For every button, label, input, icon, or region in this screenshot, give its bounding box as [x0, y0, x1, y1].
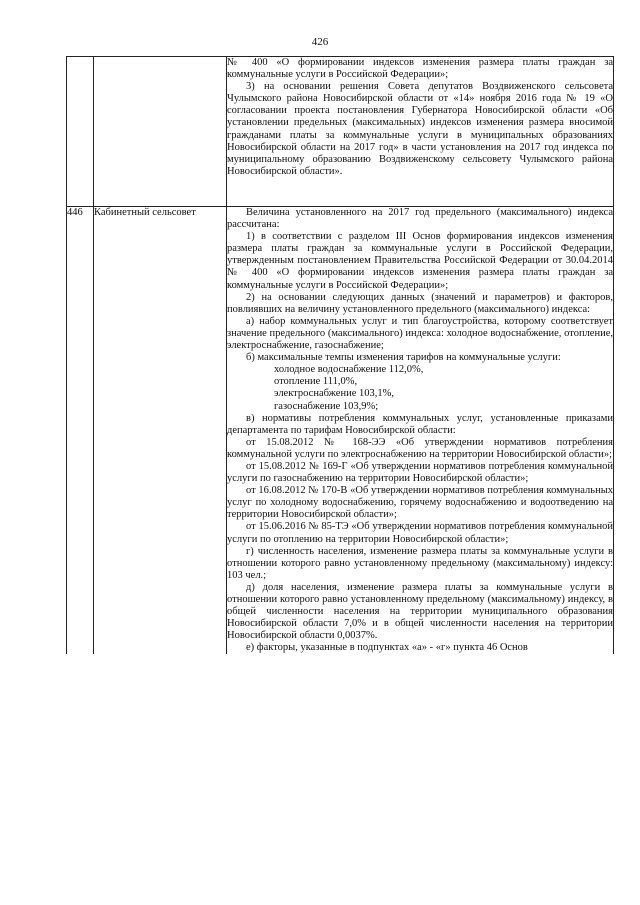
row-number-cell: 446	[67, 207, 94, 655]
description-cell	[227, 57, 614, 207]
paragraph: а) набор коммунальных услуг и тип благоустройства, которому соответствует значение предельного (максимального) индекса: холодное водоснабжение, отопление, электроснабжение, газоснабжение;	[227, 315, 613, 352]
paragraph: электроснабжение 103,1%,	[274, 388, 394, 400]
paragraph: газоснабжение 103,9%;	[274, 400, 379, 412]
paragraph: г) численность населения, изменение размера платы за коммунальные услуги в отношении которого равно установленному предельному (максимальному) индексу: 103 чел.;	[227, 545, 613, 581]
paragraph: № 400 «О формировании индексов изменения размера платы граждан за коммунальные услуги в Российской Федерации»;	[227, 57, 613, 81]
page-number: 426	[311, 36, 329, 48]
municipality-name-cell	[94, 57, 227, 207]
paragraph: отопление 111,0%,	[274, 376, 358, 388]
paragraph: е) факторы, указанные в подпунктах «а» - «г» пункта 46 Основ	[246, 642, 528, 654]
description-cell	[227, 207, 614, 655]
paragraph: 1) в соответствии с разделом III Основ формирования индексов изменения размера платы граждан за коммунальные услуги в Российской Федерации, утвержденным постановлением Правительства Российской Федерации от 30.04.2014 № 400 «О формировании индексов изменения размера платы граждан за коммунальные услуги в Российской Федерации»;	[227, 231, 613, 291]
paragraph: холодное водоснабжение 112,0%,	[274, 364, 424, 376]
paragraph: Величина установленного на 2017 год предельного (максимального) индекса рассчитана:	[227, 207, 613, 231]
paragraph: от 15.08.2012 № 169-Г «Об утверждении нормативов потребления коммунальной услуги по газоснабжению на территории Новосибирской области»;	[227, 460, 613, 485]
table-row	[67, 207, 614, 655]
indices-table	[66, 56, 614, 654]
paragraph: 3) на основании решения Совета депутатов Воздвиженского сельсовета Чулымского района Новосибирской области от «14» ноября 2016 года № 19 «О согласовании проекта постановления Губернатора Новосибирской области «Об установлении предельных (максимальных) индексов изменения размера вносимой гражданами платы за коммунальные услуги в муниципальных образованиях Новосибирской области на 2017 год» в части установления на 2017 год индекса по муниципальному образованию Воздвиженскому сельсовету Чулымского района Новосибирской области».	[227, 81, 613, 177]
municipality-name-cell: Кабинетный сельсовет	[94, 207, 227, 655]
paragraph: б) максимальные темпы изменения тарифов на коммунальные услуги:	[246, 352, 561, 364]
table-row	[67, 57, 614, 207]
row-number-cell	[67, 57, 94, 207]
paragraph: д) доля населения, изменение размера платы за коммунальные услуги в отношении которого равно установленному предельному (максимальному) индексу, в общей численности населения на территории муниципального образования Новосибирской области 7,0% и в общей численности населения на территории Новосибирской области 0,0037%.	[227, 581, 613, 642]
paragraph: от 15.06.2016 № 85-ТЭ «Об утверждении нормативов потребления коммунальной услуги по отоплению на территории Новосибирской области»;	[227, 521, 613, 545]
paragraph: 2) на основании следующих данных (значений и параметров) и факторов, повлиявших на величину установленного предельного (максимального) индекса:	[227, 291, 613, 315]
paragraph: в) нормативы потребления коммунальных услуг, установленные приказами департамента по тарифам Новосибирской области:	[227, 412, 613, 436]
paragraph: от 15.08.2012 № 168-ЭЭ «Об утверждении нормативов потребления коммунальной услуги по электроснабжению на территории Новосибирской области»;	[227, 436, 613, 460]
paragraph: от 16.08.2012 № 170-В «Об утверждении нормативов потребления коммунальных услуг по холодному водоснабжению, горячему водоснабжению и водоотведению на территории Новосибирской области»;	[227, 485, 613, 521]
